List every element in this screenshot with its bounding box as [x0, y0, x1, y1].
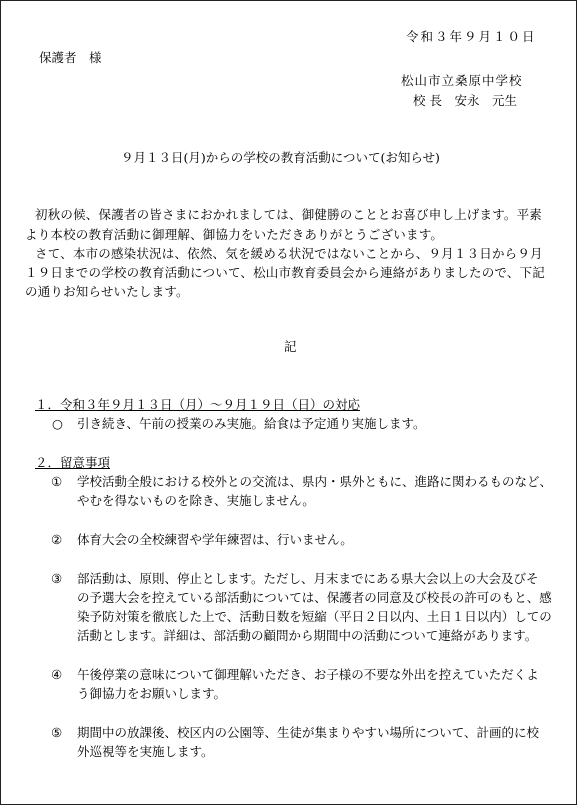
- document-title: ９月１３日(月)からの学校の教育活動について(お知らせ): [121, 150, 440, 165]
- item-number: ⑤: [51, 725, 63, 740]
- item-text: 活動とします。詳細は、部活動の顧問から期間中の活動について連絡があります。: [77, 628, 538, 643]
- item-text: 学校活動全般における校外との交流は、県内・県外ともに、進路に関わるものなど、: [77, 474, 553, 489]
- item-number: ②: [51, 532, 63, 547]
- section2-heading: ２．留意事項: [35, 455, 111, 470]
- item-text: の予選大会を控えている部活動については、保護者の同意及び校長の許可のもと、感: [77, 590, 552, 605]
- item-number: ③: [51, 571, 63, 586]
- intro-line: １９日までの学校の教育活動について、松山市教育委員会から連絡がありましたので、下記: [25, 265, 545, 280]
- item-text: 期間中の放課後、校区内の公園等、生徒が集まりやすい場所について、計画的に校: [77, 725, 540, 740]
- item-text: 部活動は、原則、停止とします。ただし、月末までにある県大会以上の大会及びそ: [77, 571, 539, 586]
- section1-bullet: ○: [52, 416, 63, 431]
- section1-heading: １．令和３年９月１３日（月）～９月１９日（日）の対応: [35, 397, 361, 412]
- issue-date: 令和３年９月１０日: [406, 29, 537, 44]
- intro-line: 初秋の候、保護者の皆さまにおかれましては、御健勝のこととお喜び申し上げます。平素: [35, 207, 543, 222]
- intro-line: さて、本市の感染状況は、依然、気を緩める状況ではないことから、９月１３日から９月: [35, 246, 543, 261]
- section1-text: 引き続き、午前の授業のみ実施。給食は予定通り実施します。: [77, 416, 426, 431]
- item-text: う御協力をお願いします。: [77, 686, 227, 701]
- item-text: 午後停業の意味について御理解いただき、お子様の不要な外出を控えていただくよ: [77, 667, 539, 682]
- school-name: 松山市立桑原中学校: [401, 73, 523, 88]
- intro-line: の通りお知らせいたします。: [25, 284, 189, 299]
- item-text: やむを得ないものを除き、実施しません。: [77, 493, 315, 508]
- intro-line: より本校の教育活動に御理解、御協力をいただきありがとうございます。: [25, 227, 444, 242]
- item-text: 体育大会の全校練習や学年練習は、行いません。: [77, 532, 353, 547]
- item-number: ①: [51, 474, 63, 489]
- item-text: 外巡視等を実施します。: [77, 744, 214, 759]
- recipient: 保護者 様: [39, 50, 102, 65]
- item-number: ④: [51, 667, 63, 682]
- ki-marker: 記: [284, 339, 297, 354]
- principal-name: 校 長 安永 元生: [413, 93, 517, 108]
- item-text: 染予防対策を徹底した上で、活動日数を短縮（平日２日以内、土日１日以内）しての: [77, 609, 552, 624]
